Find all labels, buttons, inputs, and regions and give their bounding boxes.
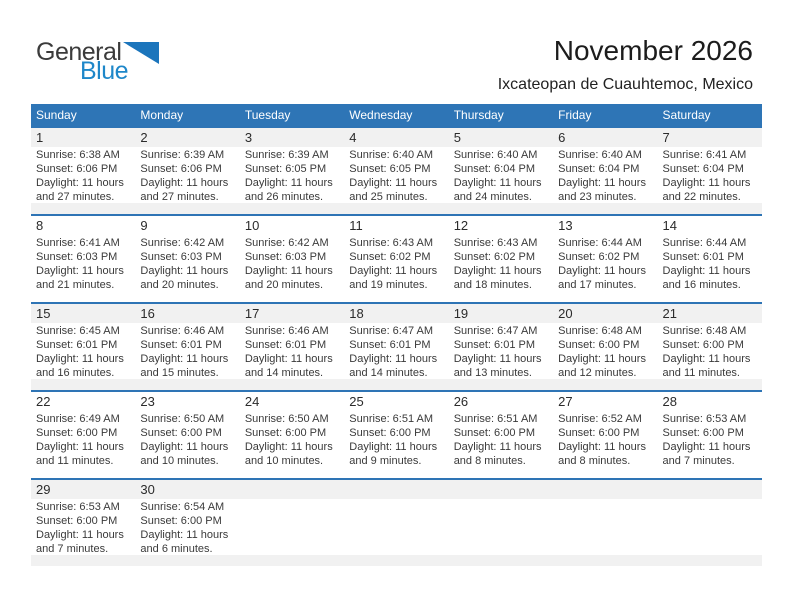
day-details — [449, 323, 553, 379]
day-details — [240, 323, 344, 379]
day-detail-line: Sunrise: 6:46 AM — [140, 325, 225, 337]
day-detail-line: Sunset: 6:03 PM — [244, 251, 327, 263]
day-detail-line: Sunrise: 6:47 AM — [349, 325, 434, 337]
day-detail-line: Sunrise: 6:42 AM — [244, 237, 329, 249]
day-number-row — [31, 128, 762, 147]
day-number — [553, 482, 657, 499]
day-detail-line: Sunrise: 6:50 AM — [140, 413, 225, 425]
day-detail-line: and 12 minutes. — [558, 367, 637, 379]
day-number — [240, 482, 344, 499]
day-detail-line: Sunset: 6:04 PM — [662, 163, 744, 175]
day-number: 28 — [662, 394, 677, 409]
day-number: 14 — [662, 218, 677, 233]
day-detail-line: Sunrise: 6:49 AM — [36, 413, 120, 425]
day-number: 15 — [36, 306, 51, 321]
day-number-row — [31, 480, 762, 499]
day-number: 1 — [36, 130, 44, 145]
day-detail-line: Sunrise: 6:39 AM — [244, 149, 329, 161]
day-detail-line: and 14 minutes. — [349, 367, 428, 379]
day-number: 5 — [453, 130, 461, 145]
day-detail-line: and 20 minutes. — [140, 279, 219, 291]
day-number: 4 — [349, 130, 357, 145]
day-detail-line: Sunrise: 6:53 AM — [662, 413, 747, 425]
day-detail-line: Sunrise: 6:46 AM — [244, 325, 329, 337]
day-detail-line: Daylight: 11 hours — [453, 441, 542, 453]
day-detail-line: and 19 minutes. — [349, 279, 428, 291]
day-detail-line: Daylight: 11 hours — [36, 353, 124, 365]
day-number: 12 — [453, 218, 469, 233]
weekday-header-friday: Friday — [558, 108, 592, 122]
day-detail-line: and 24 minutes. — [453, 191, 532, 203]
day-detail-line: Sunset: 6:00 PM — [453, 427, 536, 439]
day-details — [449, 411, 553, 467]
day-number: 20 — [558, 306, 573, 321]
day-detail-line: and 10 minutes. — [140, 455, 219, 467]
day-number — [658, 482, 762, 499]
day-detail-line: Sunset: 6:00 PM — [140, 515, 222, 527]
day-details — [135, 499, 239, 555]
day-number: 30 — [140, 482, 155, 497]
day-detail-line: and 27 minutes. — [140, 191, 219, 203]
day-detail-line: Sunset: 6:05 PM — [244, 163, 327, 175]
day-detail-line: Sunrise: 6:39 AM — [140, 149, 225, 161]
day-detail-line: and 21 minutes. — [36, 279, 115, 291]
day-details — [31, 323, 135, 379]
day-detail-line: Sunrise: 6:51 AM — [349, 413, 434, 425]
day-detail-line: Sunset: 6:00 PM — [349, 427, 431, 439]
day-detail-line: Sunset: 6:01 PM — [140, 339, 222, 351]
day-details — [344, 323, 448, 379]
day-detail-line: and 10 minutes. — [244, 455, 324, 467]
day-details — [449, 235, 553, 291]
day-details-row — [31, 147, 762, 203]
logo-blue-text: Blue — [80, 57, 129, 85]
general-blue-logo — [36, 40, 159, 84]
day-detail-line: Sunset: 6:06 PM — [36, 163, 118, 175]
day-detail-line: Sunrise: 6:43 AM — [349, 237, 434, 249]
day-details — [344, 411, 448, 467]
day-number: 13 — [558, 218, 573, 233]
day-details — [553, 411, 657, 467]
day-detail-line: Sunset: 6:01 PM — [662, 251, 744, 263]
day-details — [344, 499, 448, 555]
day-detail-line: and 11 minutes. — [36, 455, 114, 467]
day-detail-line: Sunrise: 6:40 AM — [453, 149, 538, 161]
day-number: 29 — [36, 482, 51, 497]
day-detail-line: Sunset: 6:04 PM — [558, 163, 640, 175]
day-detail-line: Sunrise: 6:47 AM — [453, 325, 538, 337]
day-detail-line: Sunset: 6:00 PM — [662, 427, 744, 439]
weekday-header-row — [31, 104, 762, 126]
day-details — [31, 147, 135, 203]
day-detail-line: and 18 minutes. — [453, 279, 532, 291]
day-detail-line: Sunset: 6:01 PM — [244, 339, 327, 351]
day-detail-line: Daylight: 11 hours — [662, 265, 751, 277]
day-number — [344, 482, 448, 499]
day-detail-line: Daylight: 11 hours — [349, 441, 438, 453]
day-number: 24 — [244, 394, 260, 409]
day-detail-line: Daylight: 11 hours — [244, 353, 333, 365]
day-details — [240, 147, 344, 203]
day-detail-line: and 14 minutes. — [244, 367, 324, 379]
day-details — [658, 147, 762, 203]
day-detail-line: Daylight: 11 hours — [36, 177, 124, 189]
day-details — [240, 235, 344, 291]
day-details — [135, 323, 239, 379]
day-number: 18 — [349, 306, 364, 321]
day-detail-line: Sunrise: 6:40 AM — [349, 149, 434, 161]
day-number: 2 — [140, 130, 148, 145]
day-detail-line: and 26 minutes. — [244, 191, 324, 203]
day-detail-line: Daylight: 11 hours — [36, 265, 124, 277]
day-number-row — [31, 304, 762, 323]
weekday-header-monday: Monday — [140, 108, 184, 122]
day-number: 19 — [453, 306, 469, 321]
day-detail-line: Daylight: 11 hours — [453, 353, 542, 365]
day-detail-line: Sunset: 6:03 PM — [140, 251, 222, 263]
day-detail-line: Sunrise: 6:44 AM — [662, 237, 747, 249]
day-detail-line: and 13 minutes. — [453, 367, 532, 379]
calendar-weeks — [31, 126, 762, 566]
day-detail-line: Sunset: 6:02 PM — [349, 251, 431, 263]
weekday-header-wednesday: Wednesday — [349, 108, 413, 122]
week-row — [31, 390, 762, 478]
day-number: 16 — [140, 306, 155, 321]
day-detail-line: Daylight: 11 hours — [140, 177, 229, 189]
day-details — [449, 499, 553, 555]
day-detail-line: Sunrise: 6:41 AM — [662, 149, 747, 161]
day-detail-line: Sunset: 6:01 PM — [453, 339, 536, 351]
day-detail-line: and 16 minutes. — [662, 279, 741, 291]
day-detail-line: Sunset: 6:00 PM — [36, 515, 118, 527]
day-detail-line: and 23 minutes. — [558, 191, 637, 203]
day-detail-line: Daylight: 11 hours — [662, 441, 751, 453]
weekday-header-tuesday: Tuesday — [244, 108, 291, 122]
day-detail-line: Daylight: 11 hours — [453, 177, 542, 189]
day-number: 23 — [140, 394, 155, 409]
day-detail-line: Sunset: 6:00 PM — [36, 427, 118, 439]
day-detail-line: Daylight: 11 hours — [558, 441, 646, 453]
day-details — [135, 411, 239, 467]
day-number: 21 — [662, 306, 677, 321]
day-details — [449, 147, 553, 203]
weekday-header-thursday: Thursday — [453, 108, 504, 122]
day-number: 9 — [140, 218, 148, 233]
week-row — [31, 214, 762, 302]
week-row — [31, 126, 762, 214]
week-row — [31, 478, 762, 566]
day-detail-line: and 16 minutes. — [36, 367, 115, 379]
day-details — [344, 147, 448, 203]
day-detail-line: and 11 minutes. — [662, 367, 740, 379]
day-detail-line: Sunrise: 6:48 AM — [662, 325, 747, 337]
day-detail-line: Daylight: 11 hours — [349, 353, 438, 365]
day-number: 17 — [244, 306, 260, 321]
day-detail-line: and 27 minutes. — [36, 191, 115, 203]
day-detail-line: Daylight: 11 hours — [36, 529, 124, 541]
day-detail-line: and 7 minutes. — [662, 455, 735, 467]
day-details — [240, 411, 344, 467]
day-detail-line: and 8 minutes. — [453, 455, 526, 467]
day-detail-line: Sunrise: 6:54 AM — [140, 501, 225, 513]
day-details-row — [31, 499, 762, 555]
day-detail-line: Sunrise: 6:44 AM — [558, 237, 642, 249]
day-detail-line: Sunset: 6:05 PM — [349, 163, 431, 175]
day-details — [658, 499, 762, 555]
day-number: 22 — [36, 394, 51, 409]
day-detail-line: Sunrise: 6:42 AM — [140, 237, 225, 249]
day-details — [553, 499, 657, 555]
day-details — [553, 235, 657, 291]
day-detail-line: Daylight: 11 hours — [244, 441, 333, 453]
day-detail-line: Daylight: 11 hours — [140, 441, 229, 453]
day-number: 3 — [244, 130, 253, 145]
day-detail-line: Sunrise: 6:40 AM — [558, 149, 642, 161]
day-detail-line: and 25 minutes. — [349, 191, 428, 203]
day-details — [135, 235, 239, 291]
page-subtitle: Ixcateopan de Cuauhtemoc, Mexico — [497, 75, 753, 93]
day-details — [31, 235, 135, 291]
calendar-grid — [31, 104, 762, 566]
week-row — [31, 302, 762, 390]
day-detail-line: and 15 minutes. — [140, 367, 219, 379]
day-detail-line: Sunset: 6:03 PM — [36, 251, 118, 263]
calendar-header — [498, 36, 753, 94]
day-detail-line: Sunset: 6:00 PM — [244, 427, 327, 439]
day-number: 25 — [349, 394, 364, 409]
day-details — [31, 411, 135, 467]
day-detail-line: Daylight: 11 hours — [140, 353, 229, 365]
day-details-row — [31, 411, 762, 467]
day-number: 7 — [662, 130, 670, 145]
day-details — [658, 411, 762, 467]
day-detail-line: Daylight: 11 hours — [349, 177, 438, 189]
day-details — [658, 235, 762, 291]
day-details — [658, 323, 762, 379]
weekday-header-saturday: Saturday — [662, 108, 711, 122]
day-number: 10 — [244, 218, 260, 233]
day-details — [553, 147, 657, 203]
day-detail-line: Daylight: 11 hours — [453, 265, 542, 277]
logo-triangle-icon — [123, 42, 159, 64]
day-details — [31, 499, 135, 555]
day-number: 11 — [349, 218, 363, 233]
day-details — [553, 323, 657, 379]
day-detail-line: Daylight: 11 hours — [244, 177, 333, 189]
day-detail-line: Daylight: 11 hours — [140, 529, 229, 541]
page-title: November 2026 — [553, 35, 753, 66]
day-detail-line: Daylight: 11 hours — [662, 353, 751, 365]
day-detail-line: Sunrise: 6:43 AM — [453, 237, 538, 249]
day-detail-line: Daylight: 11 hours — [558, 353, 646, 365]
day-details-row — [31, 323, 762, 379]
day-detail-line: Sunrise: 6:50 AM — [244, 413, 329, 425]
day-detail-line: and 22 minutes. — [662, 191, 741, 203]
day-detail-line: Sunrise: 6:52 AM — [558, 413, 642, 425]
day-detail-line: Daylight: 11 hours — [36, 441, 124, 453]
day-number: 27 — [558, 394, 573, 409]
day-detail-line: and 6 minutes. — [140, 543, 213, 555]
day-detail-line: Sunset: 6:02 PM — [558, 251, 640, 263]
day-detail-line: Sunrise: 6:45 AM — [36, 325, 120, 337]
day-details-row — [31, 235, 762, 291]
day-detail-line: Daylight: 11 hours — [558, 265, 646, 277]
day-detail-line: and 9 minutes. — [349, 455, 422, 467]
day-detail-line: Sunrise: 6:38 AM — [36, 149, 120, 161]
day-detail-line: Sunrise: 6:53 AM — [36, 501, 120, 513]
day-detail-line: Sunrise: 6:51 AM — [453, 413, 538, 425]
day-detail-line: Daylight: 11 hours — [244, 265, 333, 277]
day-detail-line: and 8 minutes. — [558, 455, 631, 467]
day-detail-line: Sunset: 6:00 PM — [558, 427, 640, 439]
day-detail-line: Sunset: 6:04 PM — [453, 163, 536, 175]
day-number: 6 — [558, 130, 566, 145]
day-detail-line: and 7 minutes. — [36, 543, 109, 555]
day-detail-line: Sunset: 6:06 PM — [140, 163, 222, 175]
day-detail-line: Sunset: 6:02 PM — [453, 251, 536, 263]
day-number: 8 — [36, 218, 44, 233]
day-details — [135, 147, 239, 203]
day-detail-line: Sunset: 6:00 PM — [140, 427, 222, 439]
day-detail-line: Sunset: 6:00 PM — [558, 339, 640, 351]
day-detail-line: Sunset: 6:00 PM — [662, 339, 744, 351]
day-details — [240, 499, 344, 555]
day-number-row — [31, 392, 762, 411]
day-detail-line: Daylight: 11 hours — [140, 265, 229, 277]
weekday-header-sunday: Sunday — [36, 108, 77, 122]
day-detail-line: Daylight: 11 hours — [662, 177, 751, 189]
day-detail-line: and 17 minutes. — [558, 279, 637, 291]
day-details — [344, 235, 448, 291]
day-detail-line: Sunset: 6:01 PM — [349, 339, 431, 351]
day-number-row — [31, 216, 762, 235]
day-detail-line: Daylight: 11 hours — [349, 265, 438, 277]
day-detail-line: Sunrise: 6:41 AM — [36, 237, 120, 249]
day-number: 26 — [453, 394, 469, 409]
day-detail-line: Daylight: 11 hours — [558, 177, 646, 189]
day-detail-line: Sunrise: 6:48 AM — [558, 325, 642, 337]
day-detail-line: Sunset: 6:01 PM — [36, 339, 118, 351]
day-detail-line: and 20 minutes. — [244, 279, 324, 291]
day-number — [449, 482, 553, 499]
logo-general-text: General — [36, 38, 122, 66]
